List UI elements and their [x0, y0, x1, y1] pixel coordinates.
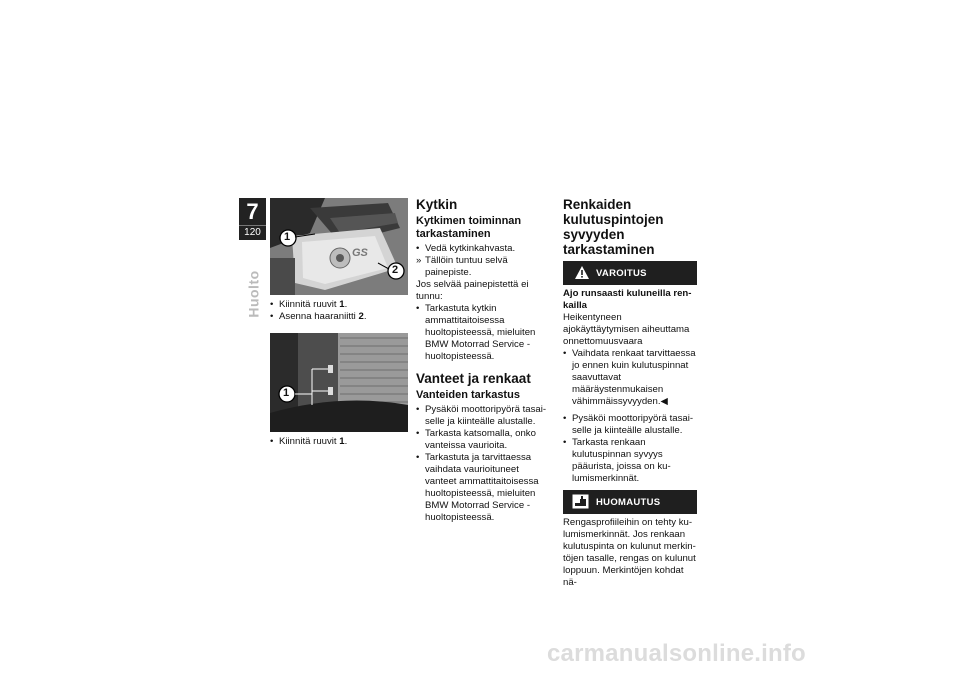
photo-clutch-illustration — [270, 198, 408, 295]
side-label — [238, 270, 266, 318]
photo-clutch-cover — [270, 198, 408, 295]
left-steps-1 — [270, 299, 410, 323]
item-park-bike-2: • Pysäköi moottoripyörä tasaiselle ja kiinteälle alustalle. — [563, 413, 697, 437]
photo1-badge: GS — [352, 247, 368, 259]
callout-1b: 1 — [283, 387, 290, 399]
heading-tread-depth: Renkaiden kulutuspintojen syvyyden tarkastaminen — [563, 197, 664, 257]
chapter-tab — [239, 198, 266, 240]
item-replace-rims: • Tarkastuta ja tarvittaessa vaihdata vaurioituneet vanteet ammattitaitoisessa huoltopisteessä, mieluiten BMW Motorrad Service -huoltopisteessä. — [416, 452, 550, 524]
warning-icon — [574, 265, 590, 280]
heading-vanteet: Vanteet ja renkaat — [416, 371, 531, 386]
step-fasten-screws: • Kiinnitä ruuvit 1. — [270, 299, 410, 311]
heading-vanteet-sub: Vanteiden tarkastus — [416, 389, 520, 401]
item-check-rims: • Tarkasta katsomalla, onko vanteissa vaurioita. — [416, 428, 550, 452]
item-service-clutch: • Tarkastuta kytkin ammattitaitoisessa huoltopisteessä, mieluiten BMW Motorrad Service -huoltopisteessä. — [416, 303, 550, 363]
warning-banner — [563, 261, 697, 285]
note-banner — [563, 490, 697, 514]
watermark: carmanualsonline.info — [547, 640, 806, 667]
item-check-tread: • Tarkasta renkaan kulutuspinnan syvyys pääurista, joissa on kulumismerkinnät. — [563, 437, 697, 485]
section-name: Huolto — [245, 270, 262, 318]
note-label: HUOMAUTUS — [596, 497, 661, 508]
page-number: 120 — [239, 225, 266, 238]
item-pull-lever: • Vedä kytkinkahvasta. — [416, 243, 550, 255]
warning-body: Heikentyneen ajokäyttäytymisen aiheuttama onnettomuusvaara — [563, 312, 690, 347]
left-steps-2 — [270, 436, 410, 448]
photo-radiator-cover — [270, 333, 408, 432]
heading-kytkin-sub: Kytkimen toiminnan tarkastaminen — [416, 215, 522, 240]
callout-1: 1 — [284, 231, 291, 243]
item-replace-tyres: • Vaihdata renkaat tarvittaessa jo ennen kuin kulutuspinnat saavuttavat määräystenmukaisen vähimmäissyvyyden.◀ — [563, 348, 697, 408]
warning-title: Ajo runsaasti kuluneilla renkailla — [563, 288, 692, 311]
condition-no-pressure: Jos selvää painepistettä ei tunnu: — [416, 279, 529, 302]
photo-radiator-illustration — [270, 333, 408, 432]
note-hand-icon — [572, 494, 589, 509]
right-column — [563, 197, 697, 589]
step-install-rivet: • Asenna haaraniitti 2. — [270, 311, 410, 323]
warning-label: VAROITUS — [596, 268, 647, 279]
note-body: Rengasprofiileihin on tehty kulumismerkinnät. Jos renkaan kulutuspinta on kulunut merkintöjen tasalle, rengas on kulunut loppuun. Merkintöjen kohdat nä- — [563, 517, 696, 588]
step-fasten-screws-2: • Kiinnitä ruuvit 1. — [270, 436, 410, 448]
heading-kytkin: Kytkin — [416, 197, 458, 212]
chapter-number: 7 — [246, 199, 259, 224]
item-park-bike: • Pysäköi moottoripyörä tasaiselle ja kiinteälle alustalle. — [416, 404, 550, 428]
callout-2: 2 — [392, 264, 399, 276]
middle-column — [416, 197, 550, 524]
result-pressure-point: » Tällöin tuntuu selvä painepiste. — [416, 255, 550, 279]
